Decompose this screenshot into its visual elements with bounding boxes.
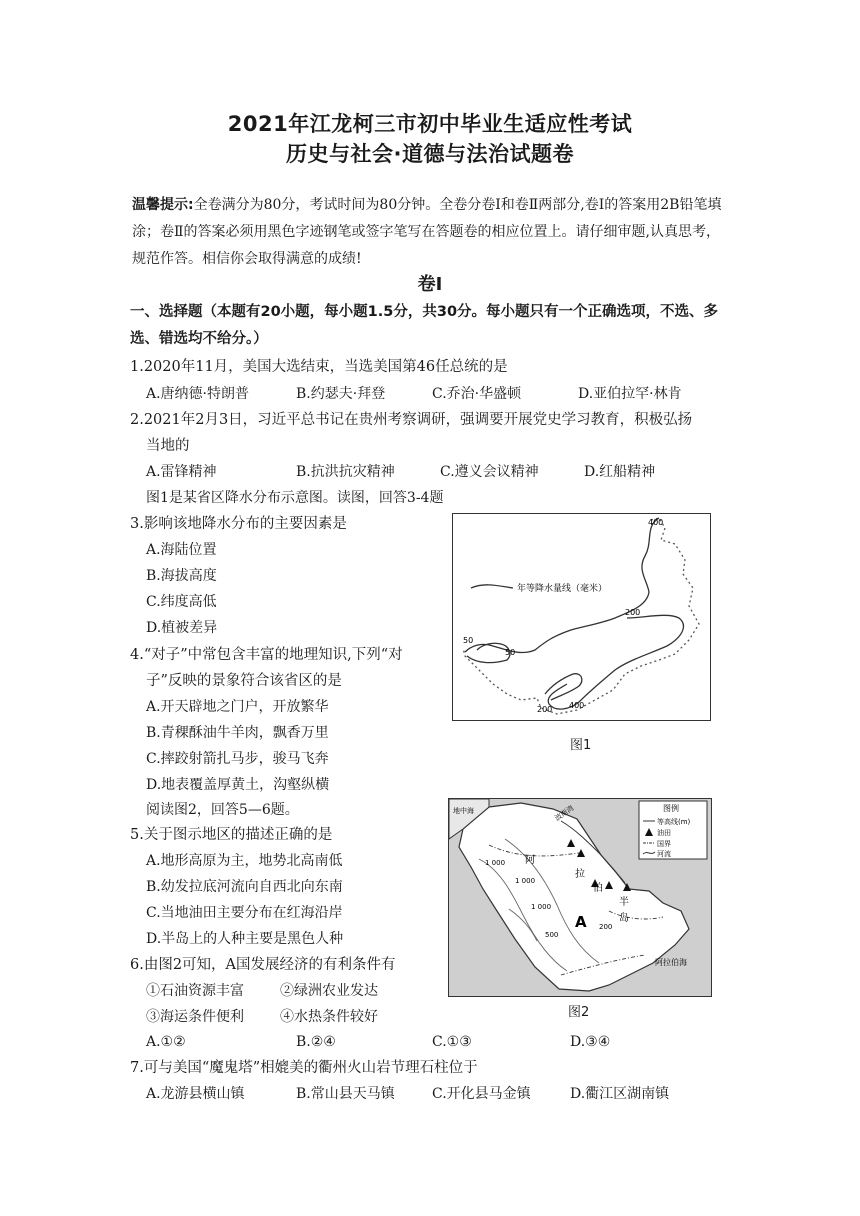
q7-stem: 7.可与美国“魔鬼塔”相媲美的衢州火山岩节理石柱位于	[130, 1060, 478, 1076]
figure-2-caption: 图2	[568, 1005, 590, 1020]
q4-option-c: C.摔跤射箭扎马步，骏马飞奔	[146, 751, 329, 767]
q1-option-b: B.约瑟夫·拜登	[296, 386, 386, 402]
legend-title: 图例	[663, 804, 679, 813]
contour-label-1000b: 1 000	[515, 877, 536, 885]
q2-stem-cont: 当地的	[146, 438, 190, 454]
exam-title: 2021年江龙柯三市初中毕业生适应性考试	[227, 112, 633, 136]
arabia-map-svg	[449, 799, 711, 996]
label-arabian-sea: 阿拉伯海	[655, 958, 687, 967]
q6-stem: 6.由图2可知，A国发展经济的有利条件有	[130, 957, 396, 973]
q7-option-b: B.常山县天马镇	[296, 1086, 395, 1102]
label-peninsula-1: 阿	[525, 855, 535, 866]
label-country-a: A	[575, 913, 587, 931]
legend-label: 年等降水量线（毫米）	[517, 584, 608, 594]
label-north-sea: 地中海	[453, 807, 474, 815]
intro-q5-6: 阅读图2，回答5—6题。	[146, 802, 299, 818]
notice-label: 温馨提示:	[132, 197, 194, 213]
q1-option-d: D.亚伯拉罕·林肯	[578, 386, 682, 402]
q3-option-a: A.海陆位置	[146, 542, 217, 558]
label-persian-gulf: 波斯湾	[553, 804, 576, 823]
q5-option-c: C.当地油田主要分布在红海沿岸	[146, 905, 343, 921]
q6-item-4: ④水热条件较好	[280, 1009, 378, 1025]
q5-option-b: B.幼发拉底河流向自西北向东南	[146, 879, 343, 895]
notice-paragraph	[132, 192, 732, 273]
label-400-top: 400	[648, 518, 664, 527]
label-200-mid: 200	[625, 608, 641, 617]
label-peninsula-2: 拉	[575, 869, 585, 880]
q2-stem: 2.2021年2月3日，习近平总书记在贵州考察调研，强调要开展党史学习教育，积极弘扬	[130, 412, 693, 428]
q3-option-d: D.植被差异	[146, 620, 218, 636]
intro-q3-4: 图1是某省区降水分布示意图。读图，回答3-4题	[146, 490, 444, 506]
q6-option-b: B.②④	[296, 1034, 336, 1050]
label-50-inner: 50	[505, 648, 516, 657]
figure-2-map	[448, 798, 712, 997]
q6-option-a: A.①②	[146, 1034, 186, 1050]
q2-option-c: C.遵义会议精神	[440, 464, 539, 480]
contour-label-200: 200	[599, 923, 613, 931]
q6-option-d: D.③④	[570, 1034, 611, 1050]
label-200-bottom: 200	[537, 705, 553, 714]
q5-stem: 5.关于图示地区的描述正确的是	[130, 827, 333, 843]
q5-option-a: A.地形高原为主，地势北高南低	[146, 853, 343, 869]
q5-option-d: D.半岛上的人种主要是黑色人种	[146, 931, 344, 947]
legend-oil-label: 油田	[657, 829, 671, 837]
q4-stem: 4.“对子”中常包含丰富的地理知识,下列“对	[130, 647, 403, 663]
q7-option-d: D.衢江区湖南镇	[570, 1086, 670, 1102]
legend-border-label: 国界	[657, 840, 671, 848]
q2-option-a: A.雷锋精神	[146, 464, 217, 480]
q4-option-d: D.地表覆盖厚黄土，沟壑纵横	[146, 777, 330, 793]
q7-option-c: C.开化县马金镇	[432, 1086, 531, 1102]
q6-item-1: ①石油资源丰富	[146, 983, 244, 999]
contour-label-1000a: 1 000	[485, 859, 506, 867]
figure-1-map	[452, 513, 711, 721]
q6-item-2: ②绿洲农业发达	[280, 983, 378, 999]
q2-option-b: B.抗洪抗灾精神	[296, 464, 395, 480]
notice-text: 全卷满分为80分，考试时间为80分钟。全卷分卷Ⅰ和卷Ⅱ两部分,卷Ⅰ的答案用2B铅笔填涂；卷Ⅱ的答案必须用黑色字迹钢笔或签字笔写在答题卷的相应位置上。请仔细审题,认真思考，规范作答。相信你会取得满意的成绩!	[132, 197, 722, 267]
label-peninsula-4: 半	[619, 897, 629, 908]
contour-label-500: 500	[545, 931, 559, 939]
label-peninsula-3: 伯	[593, 883, 603, 894]
label-400-bottom: 400	[569, 701, 585, 710]
q2-option-d: D.红船精神	[584, 464, 656, 480]
q4-stem-cont: 子”反映的景象符合该省区的是	[146, 673, 342, 689]
label-50-left: 50	[463, 636, 474, 645]
q3-option-b: B.海拔高度	[146, 568, 217, 584]
section-heading: 一、选择题（本题有20小题，每小题1.5分，共30分。每小题只有一个正确选项，不选、多选、错选均不给分。）	[130, 304, 719, 347]
q3-option-c: C.纬度高低	[146, 594, 217, 610]
q4-option-a: A.开天辟地之门户，开放繁华	[146, 699, 329, 715]
isoline-200	[548, 615, 683, 709]
q6-option-c: C.①③	[432, 1034, 472, 1050]
q3-stem: 3.影响该地降水分布的主要因素是	[130, 516, 347, 532]
label-peninsula-5: 岛	[619, 913, 629, 924]
legend-contour-label: 等高线(m)	[657, 818, 691, 826]
q6-item-3: ③海运条件便利	[146, 1009, 244, 1025]
legend-river-label: 河流	[657, 850, 671, 858]
legend-line	[471, 585, 513, 588]
q1-option-a: A.唐纳德·特朗普	[146, 386, 250, 402]
volume-heading: 卷Ⅰ	[417, 274, 443, 295]
q4-option-b: B.青稞酥油牛羊肉，飘香万里	[146, 725, 329, 741]
contour-label-1000c: 1 000	[531, 903, 552, 911]
q7-option-a: A.龙游县横山镇	[146, 1086, 245, 1102]
precipitation-map-svg	[453, 514, 710, 720]
figure-1-caption: 图1	[570, 738, 592, 753]
q1-stem: 1.2020年11月，美国大选结束，当选美国第46任总统的是	[130, 359, 508, 375]
q1-option-c: C.乔治·华盛顿	[432, 386, 522, 402]
exam-subtitle: 历史与社会·道德与法治试题卷	[286, 142, 574, 166]
